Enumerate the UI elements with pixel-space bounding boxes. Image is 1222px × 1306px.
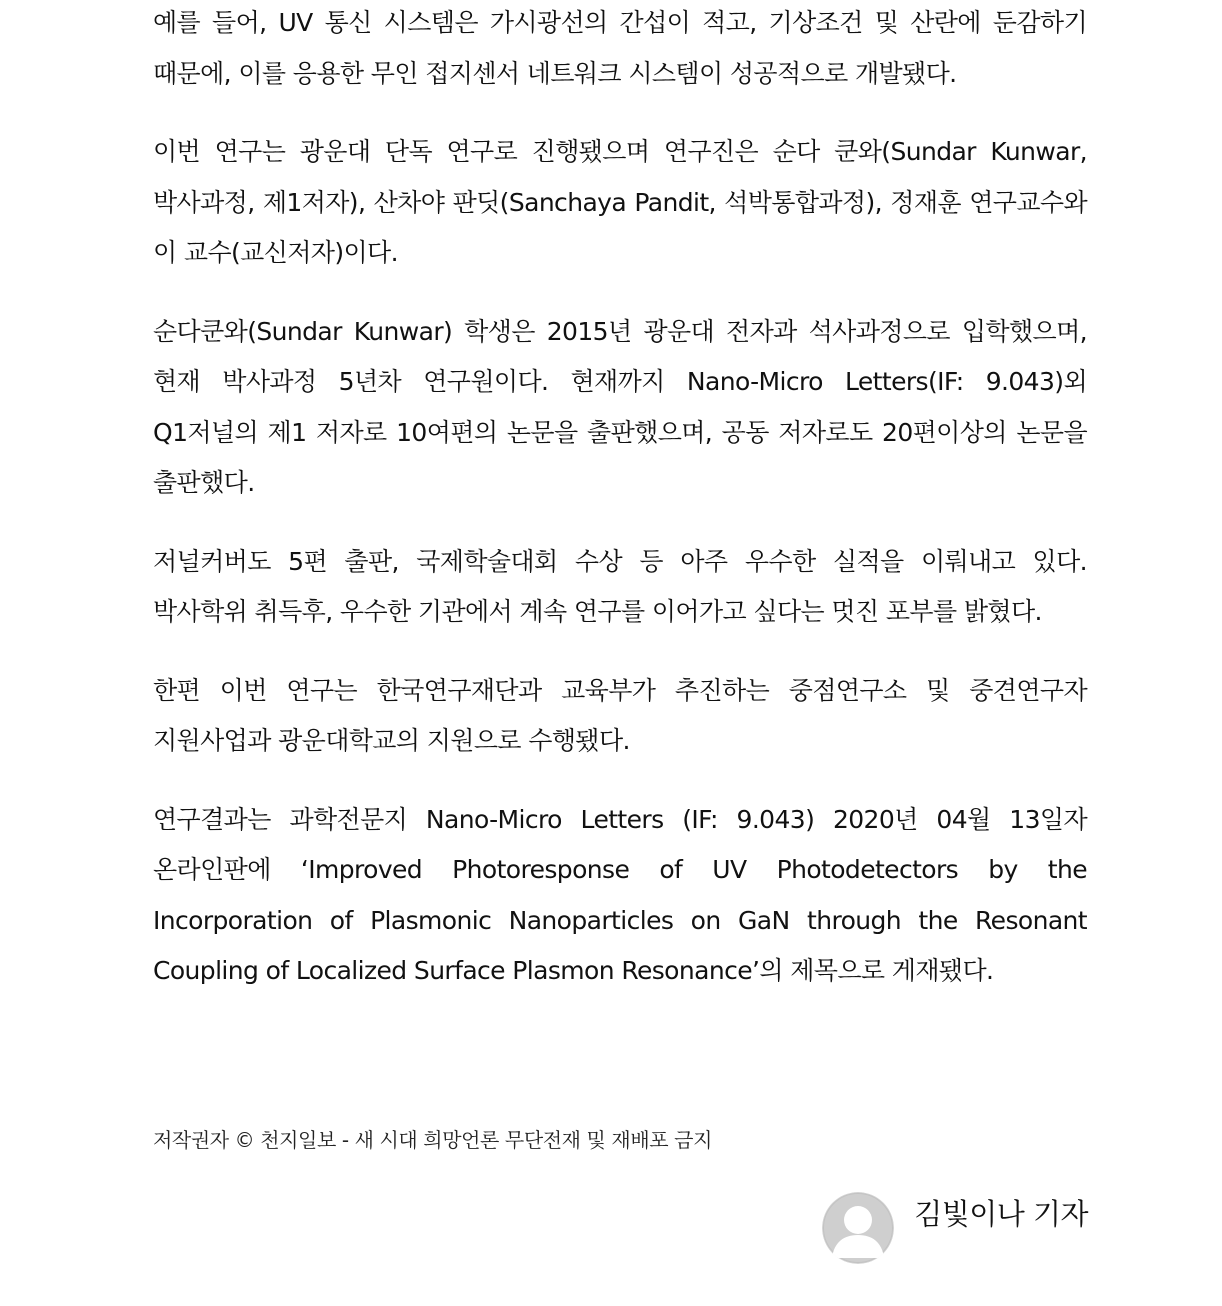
article-paragraph: 순다쿤와(Sundar Kunwar) 학생은 2015년 광운대 전자과 석사과정으로 입학했으며, 현재 박사과정 5년차 연구원이다. 현재까지 Nano-Micro Letters(IF: 9.043)외 Q1저널의 제1 저자로 10여편의 논문을 출판했으며, 공동 저자로도 20편이상의 논문을 출판했다. xyxy=(153,316,1087,497)
user-avatar-placeholder-icon[interactable] xyxy=(822,1192,894,1264)
article-paragraph: 예를 들어, UV 통신 시스템은 가시광선의 간섭이 적고, 기상조건 및 산란에 둔감하기 때문에, 이를 응용한 무인 접지센서 네트워크 시스템이 성공적으로 개발됐다. xyxy=(153,8,1087,88)
article-body xyxy=(153,0,1087,1025)
article-paragraph: 저널커버도 5편 출판, 국제학술대회 수상 등 아주 우수한 실적을 이뤄내고 있다. 박사학위 취득후, 우수한 기관에서 계속 연구를 이어가고 싶다는 멋진 포부를 밝혔다. xyxy=(153,546,1087,626)
article-paragraph: 이번 연구는 광운대 단독 연구로 진행됐으며 연구진은 순다 쿤와(Sundar Kunwar, 박사과정, 제1저자), 산차야 판딧(Sanchaya Pandit, 석박통합과정), 정재훈 연구교수와 이 교수(교신저자)이다. xyxy=(153,137,1087,267)
reporter-byline[interactable] xyxy=(822,1192,1088,1266)
copyright-notice: 저작권자 © 천지일보 - 새 시대 희망언론 무단전재 및 재배포 금지 xyxy=(153,1128,712,1152)
article-paragraph: 연구결과는 과학전문지 Nano-Micro Letters (IF: 9.043) 2020년 04월 13일자 온라인판에 ‘Improved Photoresponse of UV Photodetectors by the Incorporation of Plasmonic Nanoparticles on GaN through the Resonant Coupling of Localized Surface Plasmon Resonance’의 제목으로 게재됐다. xyxy=(153,804,1087,985)
avatar-graphic xyxy=(822,1192,894,1264)
reporter-name[interactable]: 김빛이나 기자 xyxy=(914,1197,1088,1231)
article-paragraph: 한편 이번 연구는 한국연구재단과 교육부가 추진하는 중점연구소 및 중견연구자 지원사업과 광운대학교의 지원으로 수행됐다. xyxy=(153,675,1087,755)
